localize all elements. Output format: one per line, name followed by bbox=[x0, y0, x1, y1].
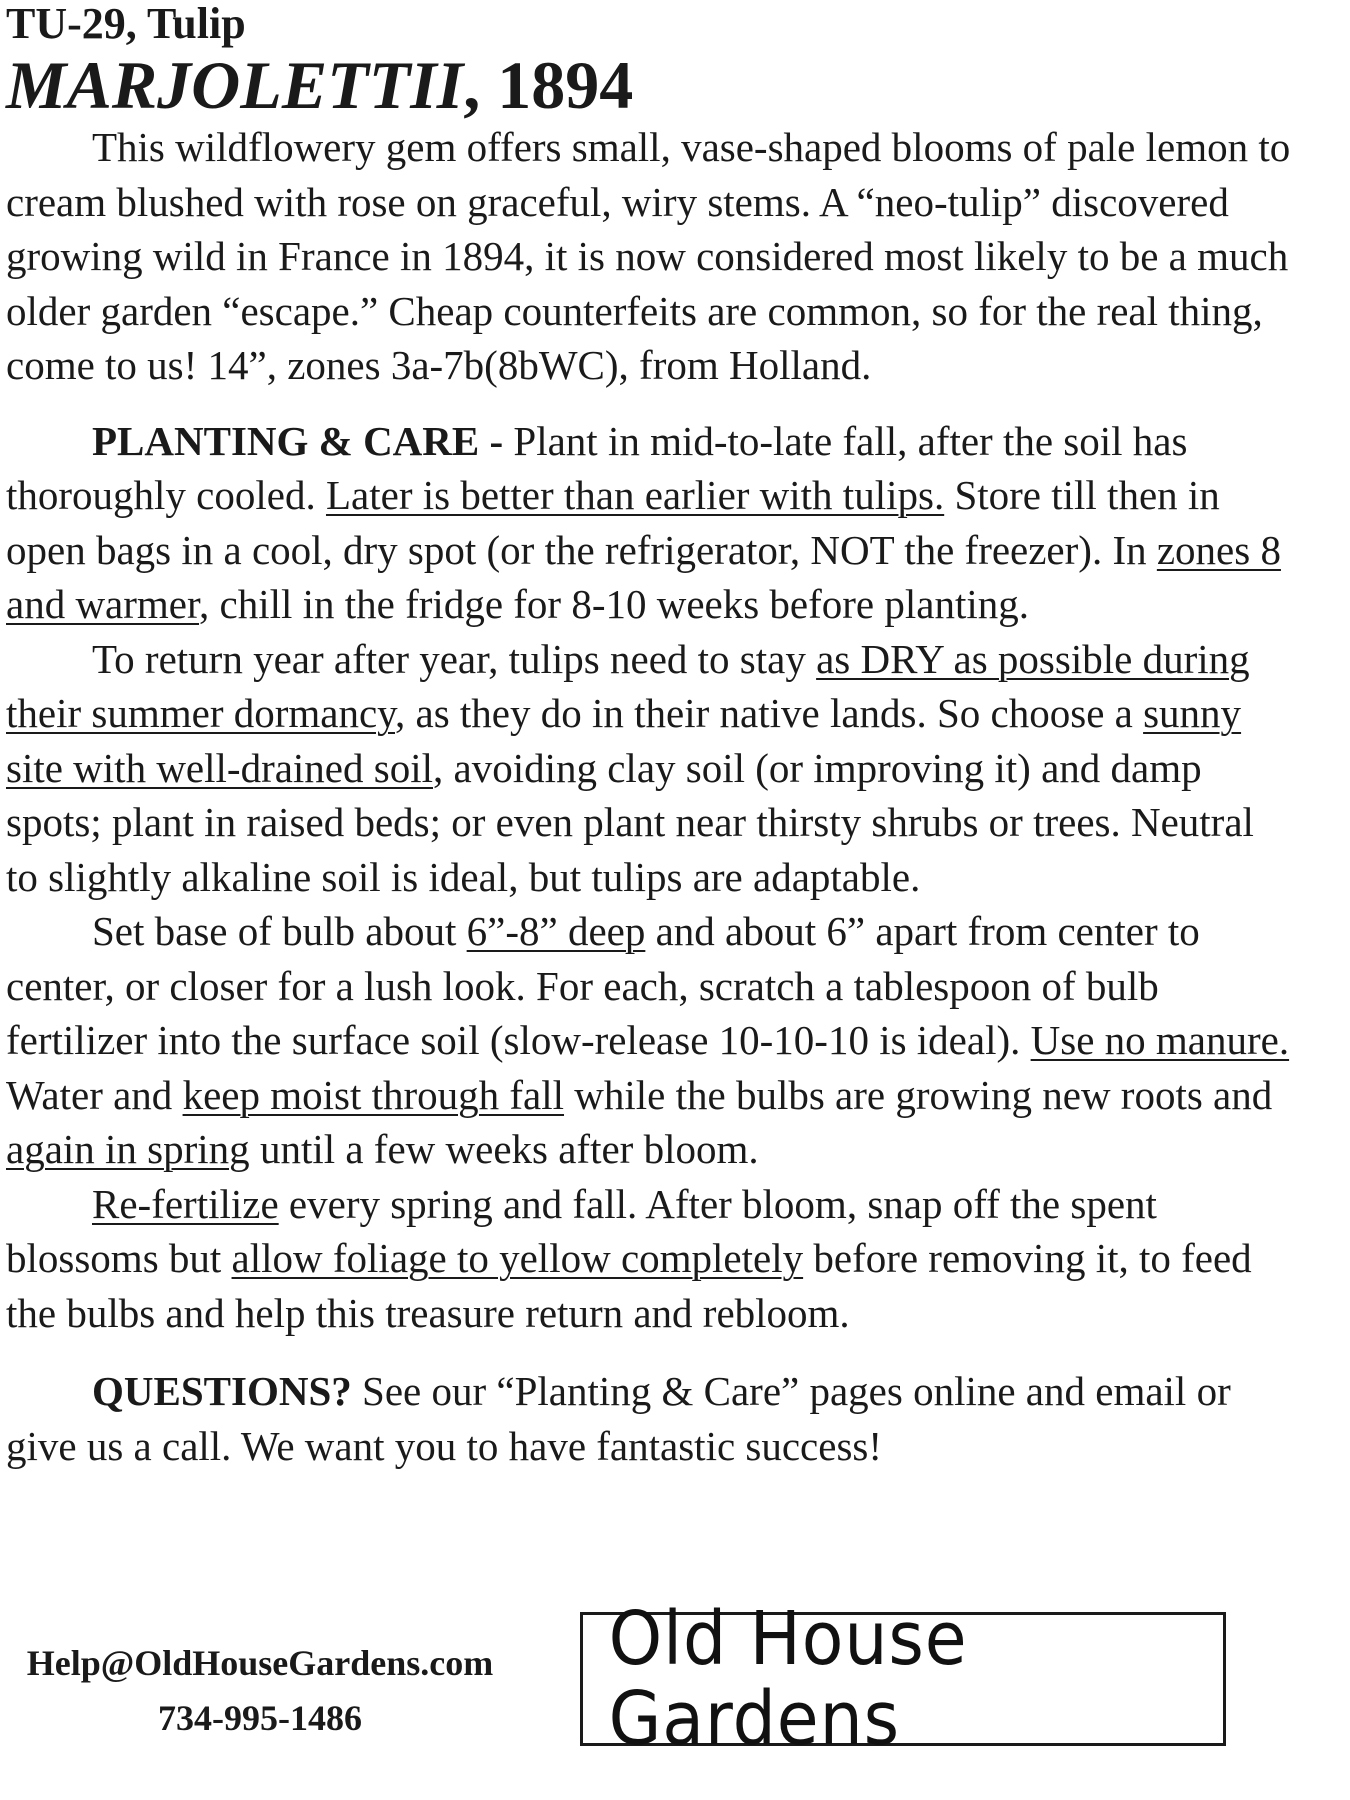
underlined-tip: sunny site with well-drained soil bbox=[6, 690, 1242, 791]
care-sheet bbox=[6, 0, 1296, 1473]
contact-phone[interactable]: 734-995-1486 bbox=[158, 1698, 362, 1738]
planting-paragraph-1: PLANTING & CARE - Plant in mid-to-late fall, after the soil has thoroughly cooled. Later is better than earlier with tulips. Store till then in open bags in a cool, dry spot (or the refrigerator, NOT the freezer). In zones 8 and warmer, chill in the fridge for 8-10 weeks before planting. bbox=[6, 417, 1281, 627]
description-paragraph: This wildflowery gem offers small, vase-shaped blooms of pale lemon to cream blushed with rose on graceful, wiry stems. A “neo-tulip” discovered growing wild in France in 1894, it is now considered most likely to be a much older garden “escape.” Cheap counterfeits are common, so for the real thing, come to us! 14”, zones 3a-7b(8bWC), from Holland. bbox=[6, 124, 1291, 388]
underlined-tip: zones 8 and warmer bbox=[6, 526, 1281, 627]
planting-paragraph-4: Re-fertilize every spring and fall. After bloom, snap off the spent blossoms but allow foliage to yellow completely before removing it, to feed the bulbs and help this treasure return and rebloom. bbox=[6, 1180, 1252, 1336]
underlined-tip: as DRY as possible during their summer dormancy bbox=[6, 635, 1250, 736]
underlined-tip: Use no manure. bbox=[1030, 1017, 1290, 1063]
planting-paragraph-3: Set base of bulb about 6”-8” deep and about 6” apart from center to center, or closer for a lush look. For each, scratch a tablespoon of bulb fertilizer into the surface soil (slow-release 10-10-10 is ideal). Use no manure. Water and keep moist through fall while the bulbs are growing new roots and again in spring until a few weeks after bloom. bbox=[6, 908, 1290, 1172]
underlined-tip: 6”-8” deep bbox=[466, 908, 646, 954]
logo-wordmark: Old House Gardens bbox=[608, 1596, 968, 1762]
contact-block bbox=[10, 1636, 510, 1746]
variety-name: MARJOLETTII bbox=[6, 47, 464, 123]
contact-email[interactable]: Help@OldHouseGardens.com bbox=[26, 1643, 494, 1683]
planting-heading: PLANTING & CARE - bbox=[92, 417, 504, 464]
underlined-tip: again in spring bbox=[6, 1126, 250, 1172]
product-code: TU-29, Tulip bbox=[6, 0, 246, 48]
planting-paragraph-2: To return year after year, tulips need to stay as DRY as possible during their summer dormancy, as they do in their native lands. So choose a sunny site with well-drained soil, avoiding clay soil (or improving it) and damp spots; plant in raised beds; or even plant near thirsty shrubs or trees. Neutral to slightly alkaline soil is ideal, but tulips are adaptable. bbox=[6, 635, 1254, 900]
underlined-tip: keep moist through fall bbox=[182, 1071, 565, 1118]
questions-heading: QUESTIONS? bbox=[92, 1368, 352, 1414]
underlined-tip: Re-fertilize bbox=[92, 1180, 279, 1227]
underlined-tip: Later is better than earlier with tulips. bbox=[325, 472, 945, 518]
questions-paragraph: QUESTIONS? See our “Planting & Care” pages online and email or give us a call. We want you to have fantastic success! bbox=[6, 1368, 1231, 1469]
variety-year: , 1894 bbox=[463, 47, 634, 123]
company-logo bbox=[580, 1596, 1226, 1762]
underlined-tip: allow foliage to yellow completely bbox=[231, 1235, 804, 1281]
page-title bbox=[6, 47, 1296, 123]
